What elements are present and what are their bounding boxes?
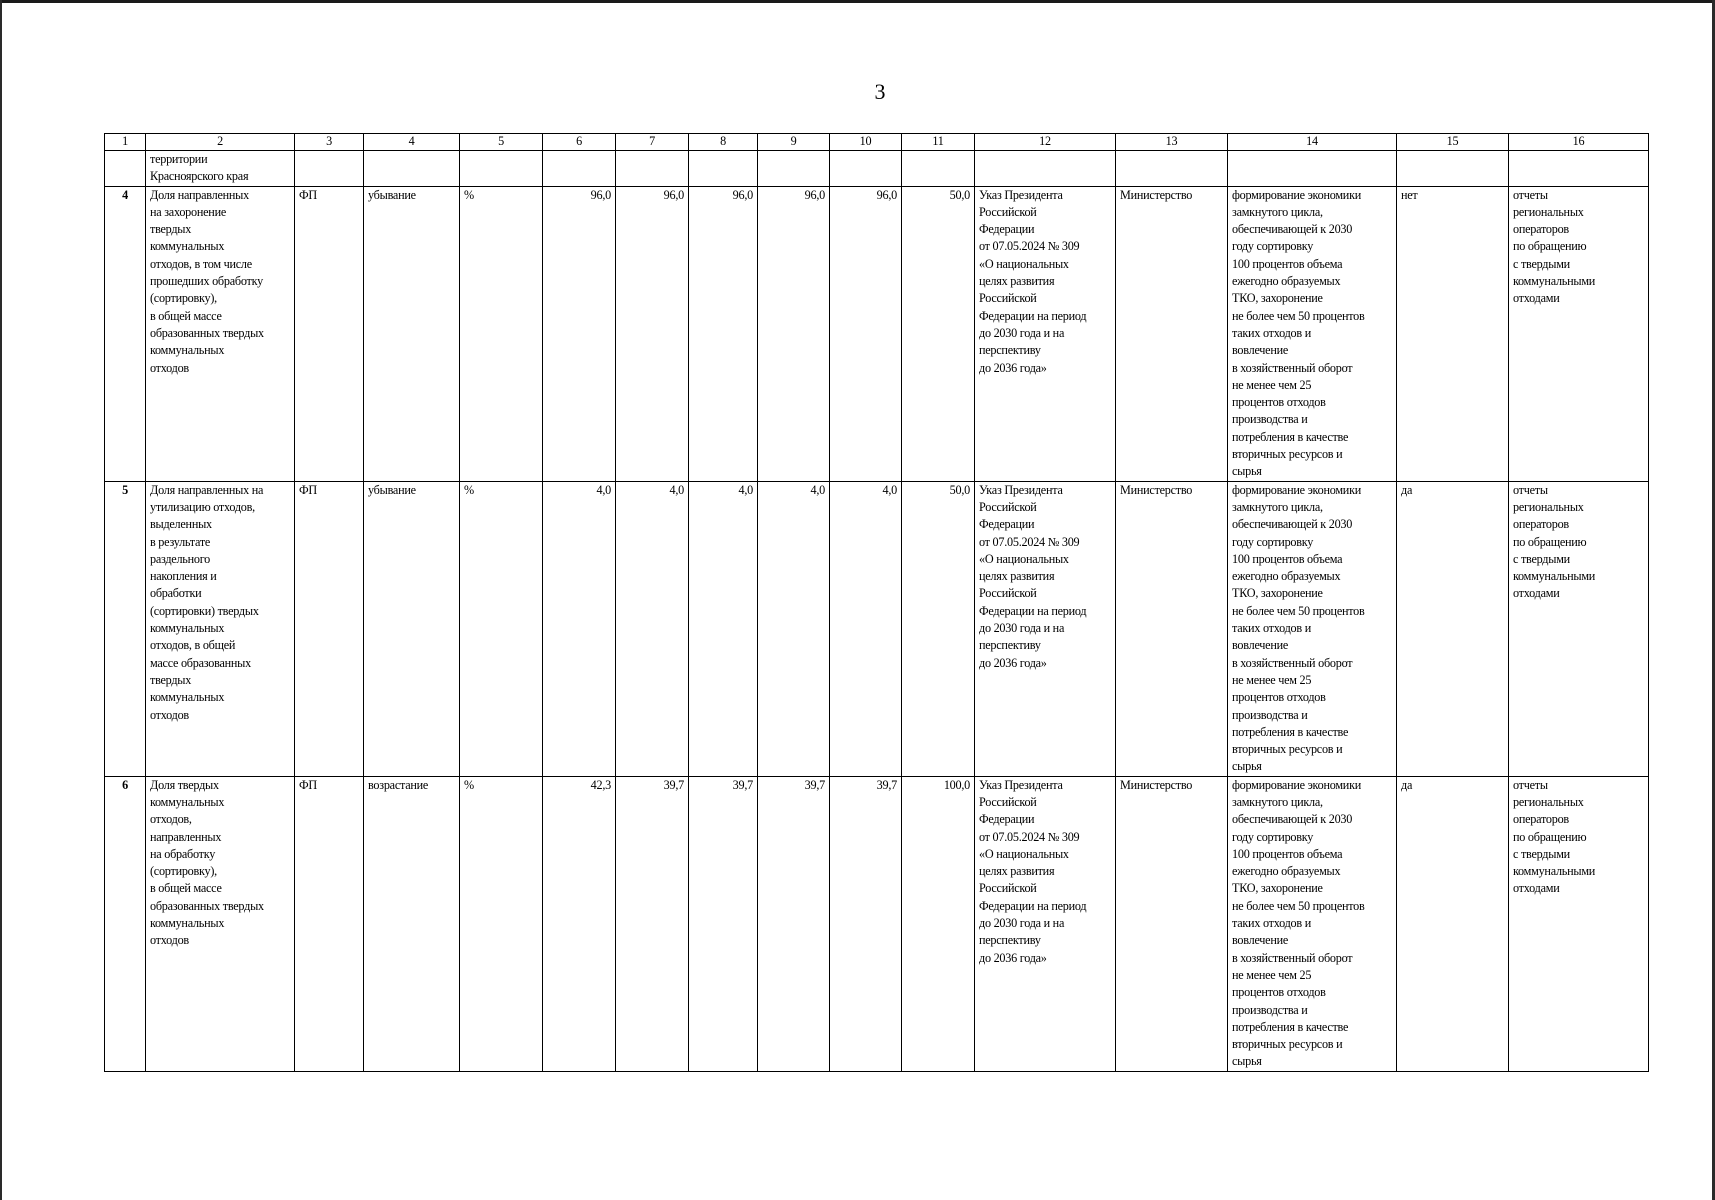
column-number: 2	[146, 134, 295, 151]
cell	[758, 151, 830, 187]
column-number: 4	[364, 134, 460, 151]
value-cell: 42,3	[543, 776, 616, 1071]
indicator-name-continued: территории Красноярского края	[146, 151, 295, 187]
cell	[364, 151, 460, 187]
indicator-trend: возрастание	[364, 776, 460, 1071]
column-number: 10	[830, 134, 902, 151]
column-number: 9	[758, 134, 830, 151]
data-source: отчеты региональных операторов по обращению с твердыми коммунальными отходами	[1509, 776, 1649, 1071]
row-number: 4	[105, 186, 146, 481]
cell	[689, 151, 758, 187]
table-row	[105, 186, 1649, 481]
indicator-trend: убывание	[364, 481, 460, 776]
column-number: 16	[1509, 134, 1649, 151]
value-cell: 39,7	[758, 776, 830, 1071]
column-number: 7	[616, 134, 689, 151]
cell	[295, 151, 364, 187]
flag-cell: нет	[1397, 186, 1509, 481]
cell	[105, 151, 146, 187]
column-number: 12	[975, 134, 1116, 151]
column-number: 1	[105, 134, 146, 151]
cell	[975, 151, 1116, 187]
cell	[616, 151, 689, 187]
row-number: 6	[105, 776, 146, 1071]
row-number: 5	[105, 481, 146, 776]
unit: %	[460, 481, 543, 776]
reference-document: Указ Президента Российской Федерации от 07.05.2024 № 309 «О национальных целях развития Российской Федерации на период до 2030 года и на перспективу до 2036 года»	[975, 481, 1116, 776]
scan-border-left	[0, 0, 2, 1200]
cell	[1116, 151, 1228, 187]
table-row	[105, 776, 1649, 1071]
indicator-trend: убывание	[364, 186, 460, 481]
column-number: 5	[460, 134, 543, 151]
cell	[1509, 151, 1649, 187]
value-cell: 96,0	[758, 186, 830, 481]
indicator-level: ФП	[295, 186, 364, 481]
value-cell: 39,7	[616, 776, 689, 1071]
value-cell: 96,0	[830, 186, 902, 481]
reference-document: Указ Президента Российской Федерации от 07.05.2024 № 309 «О национальных целях развития Российской Федерации на период до 2030 года и на перспективу до 2036 года»	[975, 776, 1116, 1071]
responsible-body: Министерство	[1116, 776, 1228, 1071]
column-number: 3	[295, 134, 364, 151]
data-source: отчеты региональных операторов по обращению с твердыми коммунальными отходами	[1509, 481, 1649, 776]
indicator-level: ФП	[295, 481, 364, 776]
cell	[543, 151, 616, 187]
continuation-row	[105, 151, 1649, 187]
flag-cell: да	[1397, 776, 1509, 1071]
cell	[830, 151, 902, 187]
goal-description: формирование экономики замкнутого цикла, обеспечивающей к 2030 году сортировку 100 процентов объема ежегодно образуемых ТКО, захоронение не более чем 50 процентов таких отходов и вовлечение в хозяйственный оборот не менее чем 25 процентов отходов производства и потребления в качестве вторичных ресурсов и сырья	[1228, 481, 1397, 776]
value-cell: 39,7	[830, 776, 902, 1071]
value-cell: 50,0	[902, 186, 975, 481]
value-cell: 96,0	[689, 186, 758, 481]
column-number: 15	[1397, 134, 1509, 151]
column-number: 14	[1228, 134, 1397, 151]
column-number: 13	[1116, 134, 1228, 151]
value-cell: 50,0	[902, 481, 975, 776]
value-cell: 96,0	[543, 186, 616, 481]
indicator-name: Доля направленных на захоронение твердых коммунальных отходов, в том числе прошедших обработку (сортировку), в общей массе образованных твердых коммунальных отходов	[146, 186, 295, 481]
column-number: 11	[902, 134, 975, 151]
reference-document: Указ Президента Российской Федерации от 07.05.2024 № 309 «О национальных целях развития Российской Федерации на период до 2030 года и на перспективу до 2036 года»	[975, 186, 1116, 481]
value-cell: 4,0	[616, 481, 689, 776]
data-source: отчеты региональных операторов по обращению с твердыми коммунальными отходами	[1509, 186, 1649, 481]
flag-cell: да	[1397, 481, 1509, 776]
value-cell: 4,0	[830, 481, 902, 776]
responsible-body: Министерство	[1116, 186, 1228, 481]
responsible-body: Министерство	[1116, 481, 1228, 776]
value-cell: 100,0	[902, 776, 975, 1071]
cell	[460, 151, 543, 187]
value-cell: 4,0	[689, 481, 758, 776]
value-cell: 39,7	[689, 776, 758, 1071]
indicators-table	[104, 133, 1649, 1072]
value-cell: 96,0	[616, 186, 689, 481]
cell	[1228, 151, 1397, 187]
goal-description: формирование экономики замкнутого цикла, обеспечивающей к 2030 году сортировку 100 процентов объема ежегодно образуемых ТКО, захоронение не более чем 50 процентов таких отходов и вовлечение в хозяйственный оборот не менее чем 25 процентов отходов производства и потребления в качестве вторичных ресурсов и сырья	[1228, 776, 1397, 1071]
column-number: 6	[543, 134, 616, 151]
page-number: 3	[874, 79, 886, 104]
indicator-name: Доля твердых коммунальных отходов, направленных на обработку (сортировку), в общей массе образованных твердых коммунальных отходов	[146, 776, 295, 1071]
indicator-name: Доля направленных на утилизацию отходов, выделенных в результате раздельного накопления и обработки (сортировки) твердых коммунальных отходов, в общей массе образованных твердых коммунальных отходов	[146, 481, 295, 776]
column-number: 8	[689, 134, 758, 151]
scan-border-top	[0, 0, 1715, 3]
indicator-level: ФП	[295, 776, 364, 1071]
value-cell: 4,0	[543, 481, 616, 776]
value-cell: 4,0	[758, 481, 830, 776]
cell	[1397, 151, 1509, 187]
unit: %	[460, 776, 543, 1071]
goal-description: формирование экономики замкнутого цикла, обеспечивающей к 2030 году сортировку 100 процентов объема ежегодно образуемых ТКО, захоронение не более чем 50 процентов таких отходов и вовлечение в хозяйственный оборот не менее чем 25 процентов отходов производства и потребления в качестве вторичных ресурсов и сырья	[1228, 186, 1397, 481]
column-number-row	[105, 134, 1649, 151]
cell	[902, 151, 975, 187]
unit: %	[460, 186, 543, 481]
table-row	[105, 481, 1649, 776]
